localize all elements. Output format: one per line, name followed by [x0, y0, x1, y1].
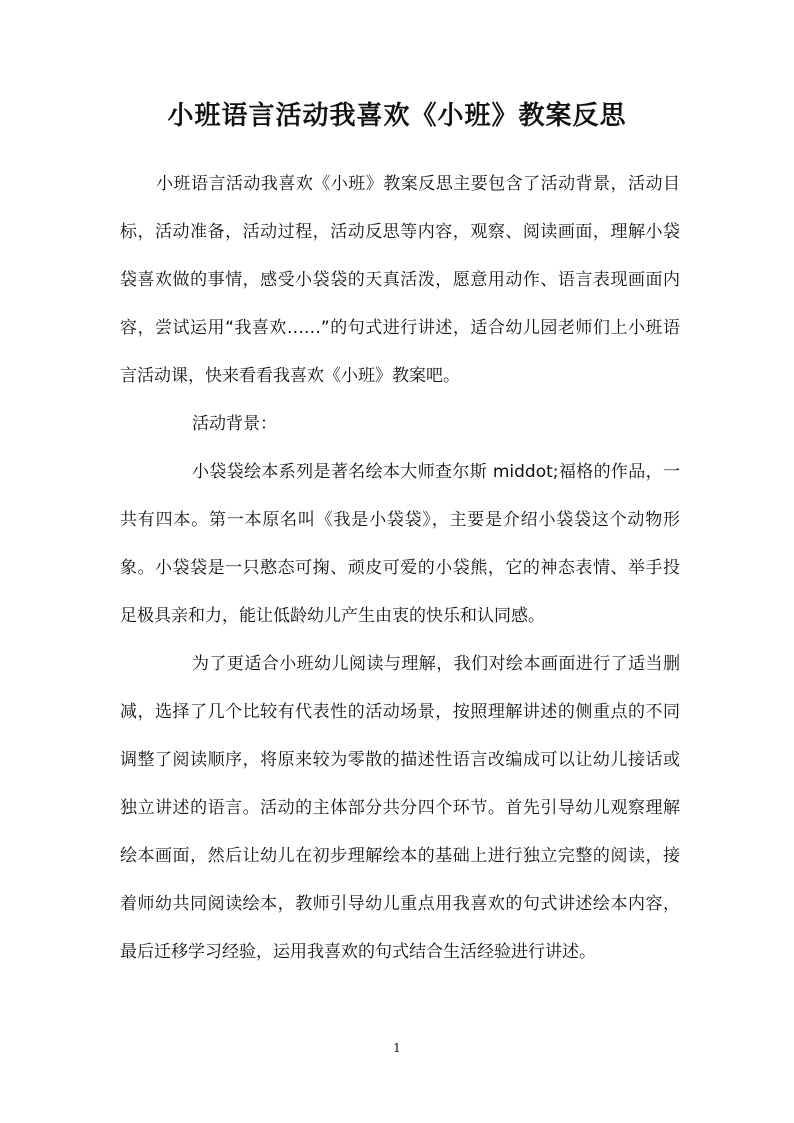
- page-title: 小班语言活动我喜欢《小班》教案反思: [167, 101, 627, 131]
- background-paragraph: 小袋袋绘本系列是著名绘本大师查尔斯 middot;福格的作品，一共有四本。第一本原名叫《我是小袋袋》，主要是介绍小袋袋这个动物形象。小袋袋是一只憨态可掬、顽皮可爱的小袋熊，它的神态表情、举手投足极具亲和力，能让低龄幼儿产生由衷的快乐和认同感。: [120, 462, 680, 626]
- design-paragraph: 为了更适合小班幼儿阅读与理解，我们对绘本画面进行了适当删减，选择了几个比较有代表性的活动场景，按照理解讲述的侧重点的不同调整了阅读顺序，将原来较为零散的描述性语言改编成可以让幼儿接话或独立讲述的语言。活动的主体部分共分四个环节。首先引导幼儿观察理解绘本画面，然后让幼儿在初步理解绘本的基础上进行独立完整的阅读，接着师幼共同阅读绘本，教师引导幼儿重点用我喜欢的句式讲述绘本内容，最后迁移学习经验，运用我喜欢的句式结合生活经验进行讲述。: [120, 654, 680, 962]
- page-number: 1: [393, 1041, 401, 1055]
- document-body: [120, 160, 680, 976]
- intro-paragraph: 小班语言活动我喜欢《小班》教案反思主要包含了活动背景，活动目标，活动准备，活动过程，活动反思等内容，观察、阅读画面，理解小袋袋喜欢做的事情，感受小袋袋的天真活泼，愿意用动作、语言表现画面内容，尝试运用“我喜欢……”的句式进行讲述，适合幼儿园老师们上小班语言活动课，快来看看我喜欢《小班》教案吧。: [120, 174, 680, 386]
- section-heading-background: 活动背景：: [192, 414, 277, 434]
